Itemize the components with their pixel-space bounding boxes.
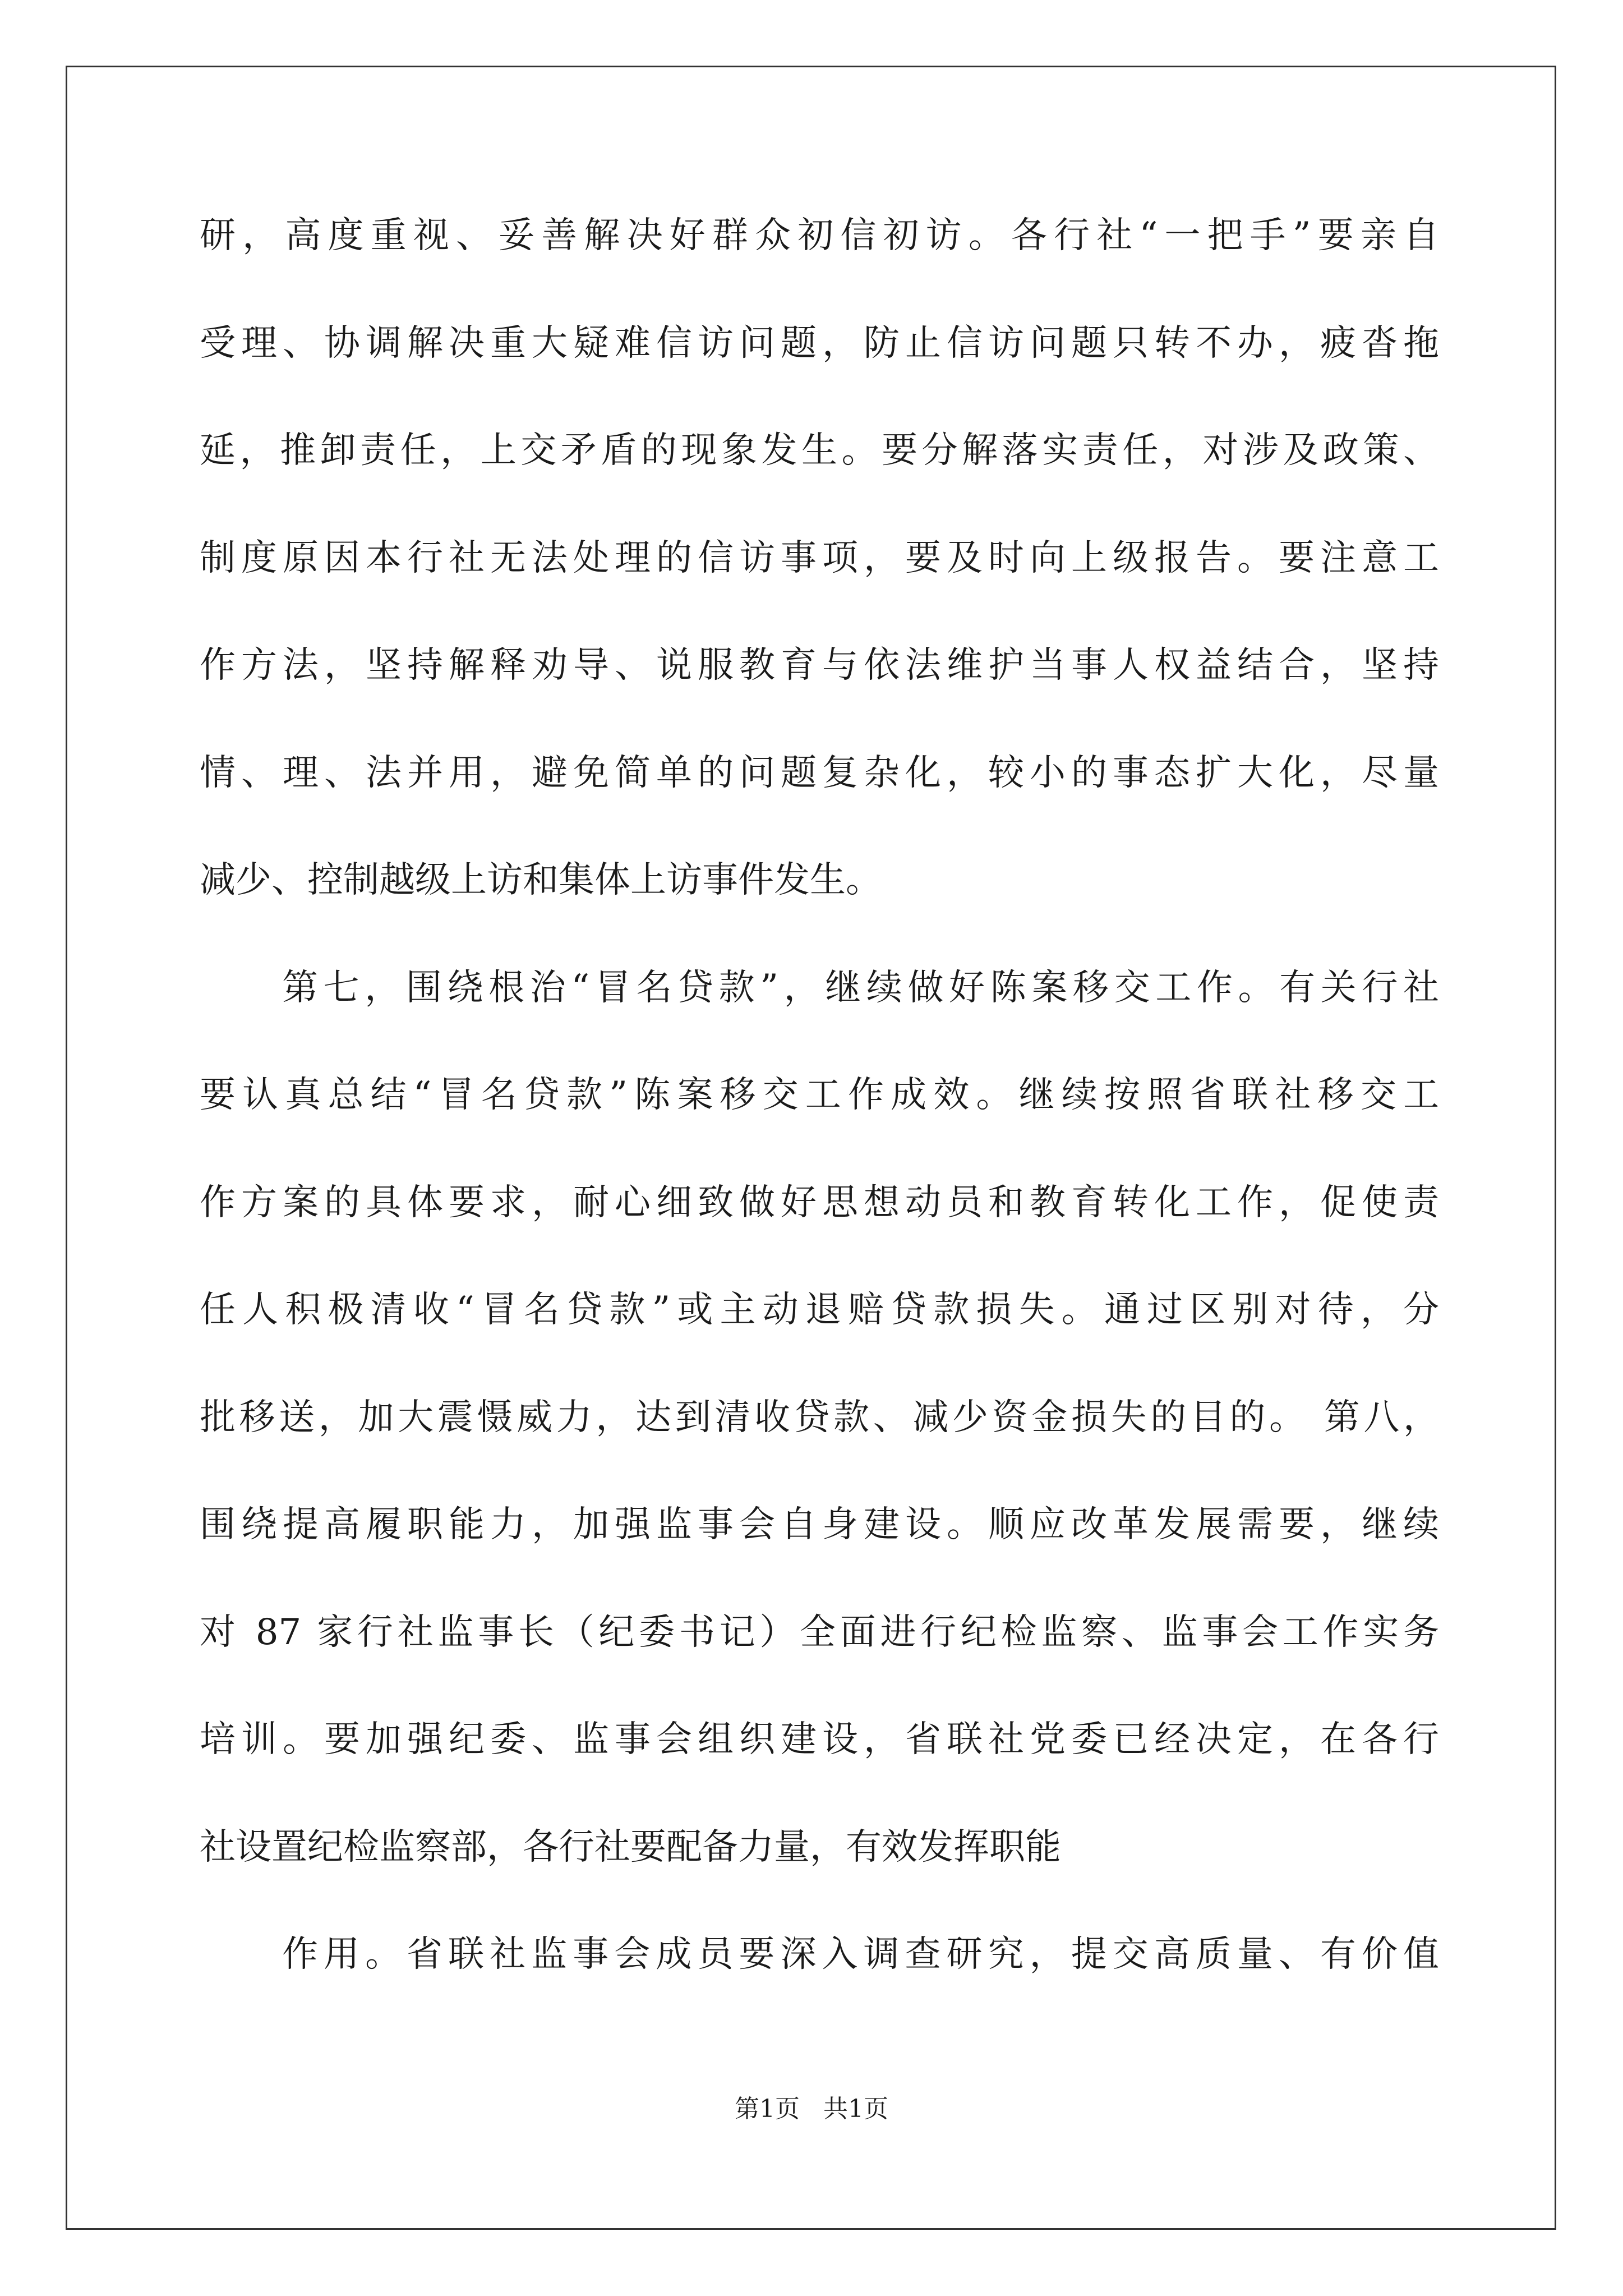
text-line: 制度原因本行社无法处理的信访事项，要及时向上级报告。要注意工 xyxy=(200,537,1439,579)
text-line: 研，高度重视、妥善解决好群众初信初访。各行社“一把手”要亲自 xyxy=(200,215,1439,256)
text-line: 围绕提高履职能力，加强监事会自身建设。顺应改革发展需要，继续 xyxy=(200,1504,1439,1545)
page-border xyxy=(66,66,1556,2230)
text-line: 培训。要加强纪委、监事会组织建设，省联社党委已经决定，在各行 xyxy=(200,1719,1439,1760)
text-line: 社设置纪检监察部，各行社要配备力量，有效发挥职能 xyxy=(200,1826,1061,1868)
text-line: 要认真总结“冒名贷款”陈案移交工作成效。继续按照省联社移交工 xyxy=(200,1074,1439,1116)
text-line: 批移送，加大震慑威力，达到清收贷款、减少资金损失的目的。 第八， xyxy=(200,1396,1439,1438)
text-line: 对 87 家行社监事长（纪委书记）全面进行纪检监察、监事会工作实务 xyxy=(200,1611,1439,1653)
page-footer: 第1页 共1页 xyxy=(735,2095,888,2123)
text-line: 情、理、法并用，避免简单的问题复杂化，较小的事态扩大化，尽量 xyxy=(200,752,1439,794)
text-line: 第七，围绕根治“冒名贷款”，继续做好陈案移交工作。有关行社 xyxy=(282,967,1439,1009)
text-line: 减少、控制越级上访和集体上访事件发生。 xyxy=(200,859,882,901)
text-line: 任人积极清收“冒名贷款”或主动退赔贷款损失。通过区别对待，分 xyxy=(200,1289,1439,1331)
text-line: 延，推卸责任，上交矛盾的现象发生。要分解落实责任，对涉及政策、 xyxy=(200,430,1439,471)
text-line: 受理、协调解决重大疑难信访问题，防止信访问题只转不办，疲沓拖 xyxy=(200,322,1439,364)
text-line: 作方法，坚持解释劝导、说服教育与依法维护当事人权益结合，坚持 xyxy=(200,645,1439,686)
text-line: 作方案的具体要求，耐心细致做好思想动员和教育转化工作，促使责 xyxy=(200,1181,1439,1223)
text-line: 作用。省联社监事会成员要深入调查研究，提交高质量、有价值 xyxy=(282,1934,1439,1975)
